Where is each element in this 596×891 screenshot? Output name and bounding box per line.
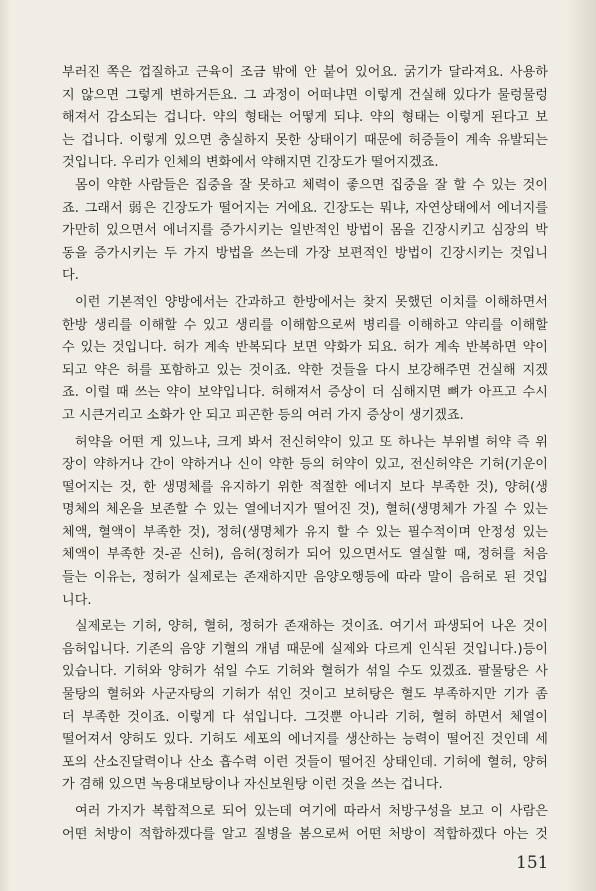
text-line: 있습니다. 기허와 양허가 섞일 수도 기허와 혈허가 섞일 수도 있겠죠. 팔물탕은 사 xyxy=(62,664,548,680)
page-edge-shadow xyxy=(0,0,10,891)
text-line: 고 시큰거리고 소화가 안 되고 피곤한 등의 여러 가지 증상이 생기겠죠. xyxy=(62,407,464,423)
text-line: 가 겸해 있으면 녹용대보탕이나 자신보원탕 이런 것을 쓰는 겁니다. xyxy=(62,777,443,793)
text-line: 이런 기본적인 양방에서는 간과하고 한방에서는 찾지 못했던 이치를 이해하면서 xyxy=(75,294,548,310)
text-line: 몸이 약한 사람들은 집중을 잘 못하고 체력이 좋으면 집중을 잘 할 수 있는 것이 xyxy=(75,177,548,193)
text-line: 죠. 그래서 弱은 긴장도가 떨어지는 거에요. 긴장도는 뭐냐, 자연상태에서 에너지를 xyxy=(62,200,548,216)
text-line: 떨어져서 양허도 있다. 기허도 세포의 에너지를 생산하는 능력이 떨어진 것인데 세 xyxy=(62,732,548,748)
text-line: 부러진 쪽은 껍질하고 근육이 조금 밖에 안 붙어 있어요. 굵기가 달라져요. 사용하 xyxy=(62,65,548,80)
text-line: 장이 약하거나 간이 약하거나 신이 약한 등의 허약이 있고, 전신허약은 기허(기운이 xyxy=(62,457,548,473)
text-line: 여러 가지가 복합적으로 되어 있는데 여기에 따라서 처방구성을 보고 이 사람은 xyxy=(75,804,548,819)
text-line: 더 부족한 것이죠. 이렇게 다 섞입니다. 그것뿐 아니라 기허, 혈허 하면서 체열이 xyxy=(62,709,548,725)
text-line: 죠. 이럴 때 쓰는 약이 보약입니다. 허해져서 증상이 더 심해지면 뼈가 아프고 수시 xyxy=(62,385,548,401)
text-line: 동을 증가시키는 두 가지 방법을 쓰는데 가장 보편적인 방법이 긴장시키는 것입니 xyxy=(62,245,548,261)
page-number: 151 xyxy=(516,853,549,873)
text-line: 수 있는 것입니다. 허가 계속 반복되다 보면 약화가 되요. 허가 계속 반복하면 약이 xyxy=(62,340,548,356)
text-line: 물탕의 혈허와 사군자탕의 기허가 섞인 것이고 보허탕은 혈도 부족하지만 기가 좀 xyxy=(62,687,548,703)
text-line: 지 않으면 그렇게 변하거든요. 그 과정이 어떠냐면 이렇게 건실해 있다가 물렁물렁 xyxy=(62,87,548,103)
body-text xyxy=(62,62,548,846)
paragraph-1 xyxy=(62,62,548,175)
text-line: 것입니다. 우리가 인체의 변화에서 약해지면 긴장도가 떨어지겠죠. xyxy=(62,155,439,171)
text-line: 되고 약은 허를 포함하고 있는 것이죠. 약한 것들을 다시 보강해주면 건실해 지겠 xyxy=(62,362,548,378)
paragraph-3 xyxy=(62,292,548,428)
paragraph-6 xyxy=(62,801,548,846)
paragraph-2 xyxy=(62,175,548,288)
text-line: 다. xyxy=(62,268,79,284)
text-line: 포의 산소진달력이나 산소 흡수력 이런 것들이 떨어진 상태인데. 기허에 혈허, 양허 xyxy=(62,754,548,770)
text-line: 해져서 감소되는 겁니다. 약의 형태는 어떻게 되냐. 약의 형태는 이렇게 된다고 보 xyxy=(62,110,548,126)
text-line: 허약을 어떤 게 있느냐, 크게 봐서 전신허약이 있고 또 하나는 부위별 허약 즉 위 xyxy=(75,434,548,450)
paragraph-4 xyxy=(62,432,548,613)
page-bleed-through xyxy=(566,0,596,891)
text-line: 가만히 있으면서 에너지를 증가시키는 일반적인 방법이 몸을 긴장시키고 심장의 박 xyxy=(62,223,548,239)
text-line: 들는 이유는, 정허가 실제로는 존재하지만 음양오행등에 따라 말이 음허로 된 것입 xyxy=(62,570,548,586)
paragraph-5 xyxy=(62,616,548,797)
text-line: 실제로는 기허, 양허, 혈허, 정허가 존재하는 것이죠. 여기서 파생되어 나온 것이 xyxy=(75,619,548,635)
text-line: 체액이 부족한 것-곧 신허), 음허(정허가 되어 있으면서도 열실할 때, 정허를 처음 xyxy=(62,547,548,563)
text-line: 떨어지는 것, 한 생명체를 유지하기 위한 적절한 에너지 보다 부족한 것), 양허(생 xyxy=(62,479,548,495)
text-line: 음허입니다. 기존의 음양 기혈의 개념 때문에 실제와 다르게 인식된 것입니다.)등이 xyxy=(62,641,548,657)
text-line: 명체의 체온을 보존할 수 있는 열에너지가 떨어진 것), 혈허(생명체가 가질 수 있는 xyxy=(62,502,548,518)
text-line: 한방 생리를 이해할 수 있고 생리를 이해함으로써 병리를 이해하고 약리를 이해할 xyxy=(62,317,548,333)
text-line: 는 겁니다. 이렇게 있으면 충실하지 못한 상태이기 때문에 허증들이 계속 유발되는 xyxy=(62,132,548,148)
text-line: 어떤 처방이 적합하겠다를 알고 질병을 봄으로써 어떤 처방이 적합하겠다 아는 것 xyxy=(62,826,548,842)
text-line: 니다. xyxy=(62,592,92,608)
text-line: 체액, 혈액이 부족한 것), 정허(생명체가 유지 할 수 있는 필수적이며 안정성 있는 xyxy=(62,524,548,540)
